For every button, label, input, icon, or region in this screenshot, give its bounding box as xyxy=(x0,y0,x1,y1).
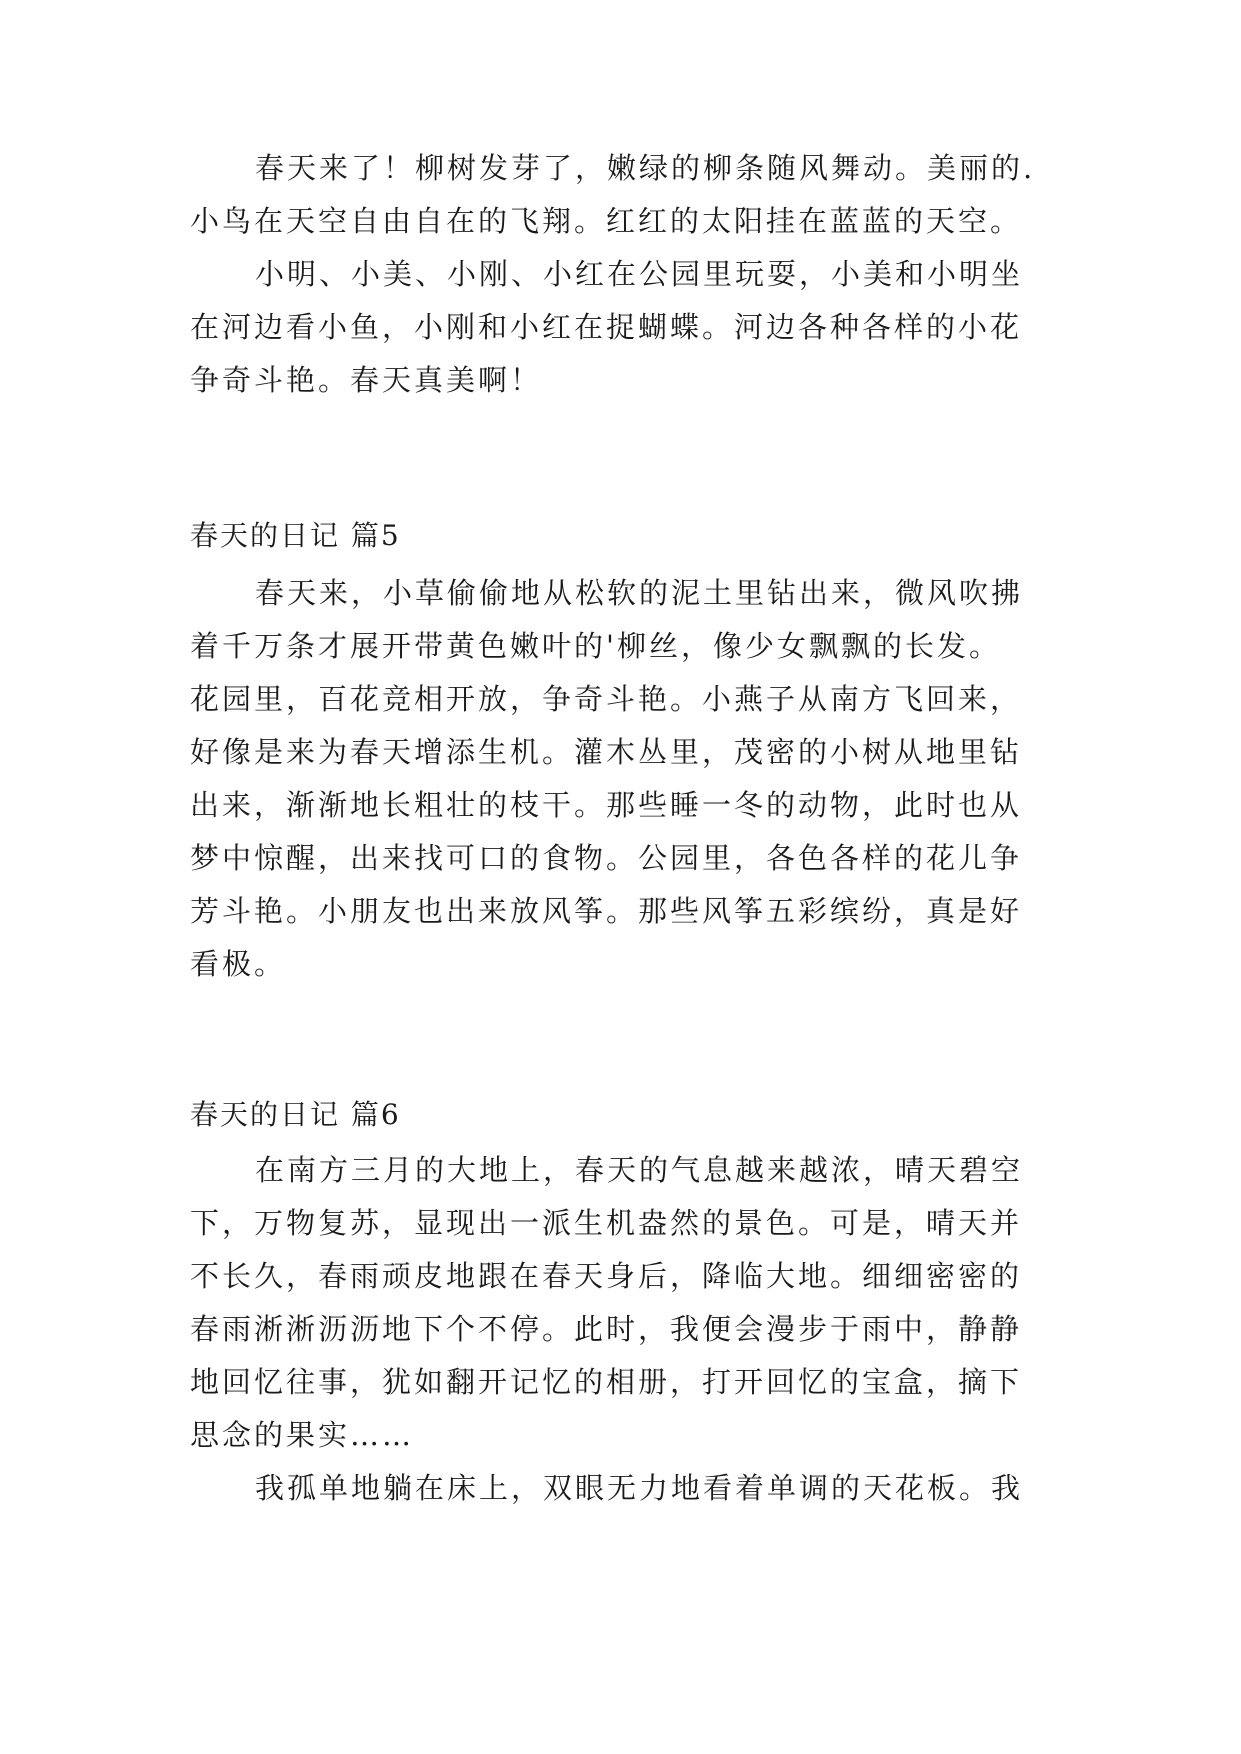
section6-line-6: 思念的果实…… xyxy=(190,1418,415,1452)
section5-line-4: 好像是来为春天增添生机。灌木丛里，茂密的小树从地里钻 xyxy=(190,735,1023,769)
section6-line-5: 地回忆往事，犹如翻开记忆的相册，打开回忆的宝盒，摘下 xyxy=(190,1365,1023,1399)
section6-line-3: 不长久，春雨顽皮地跟在春天身后，降临大地。细细密密的 xyxy=(190,1259,1023,1293)
intro-line-4: 在河边看小鱼，小刚和小红在捉蝴蝶。河边各种各样的小花 xyxy=(190,310,1023,344)
section5-line-1: 春天来，小草偷偷地从松软的泥土里钻出来，微风吹拂 xyxy=(255,576,1024,610)
section6-line-7: 我孤单地躺在床上，双眼无力地看着单调的天花板。我 xyxy=(255,1471,1024,1505)
section5-line-5: 出来，渐渐地长粗壮的枝干。那些睡一冬的动物，此时也从 xyxy=(190,788,1023,822)
section5-line-7: 芳斗艳。小朋友也出来放风筝。那些风筝五彩缤纷，真是好 xyxy=(190,894,1023,928)
section5-line-2: 着千万条才展开带黄色嫩叶的'柳丝，像少女飘飘的长发。 xyxy=(190,629,1001,663)
section5-line-3: 花园里，百花竞相开放，争奇斗艳。小燕子从南方飞回来， xyxy=(190,682,1023,716)
intro-line-1: 春天来了！柳树发芽了，嫩绿的柳条随风舞动。美丽的. xyxy=(255,151,1036,185)
intro-line-2: 小鸟在天空自由自在的飞翔。红红的太阳挂在蓝蓝的天空。 xyxy=(190,204,1023,238)
section5-line-8: 看极。 xyxy=(190,947,287,981)
section6-line-2: 下，万物复苏，显现出一派生机盎然的景色。可是，晴天并 xyxy=(190,1206,1023,1240)
section5-heading: 春天的日记 篇5 xyxy=(190,519,401,552)
intro-line-5: 争奇斗艳。春天真美啊！ xyxy=(190,363,543,397)
section6-heading: 春天的日记 篇6 xyxy=(190,1098,401,1131)
section6-line-1: 在南方三月的大地上，春天的气息越来越浓，晴天碧空 xyxy=(255,1153,1024,1187)
section5-line-6: 梦中惊醒，出来找可口的食物。公园里，各色各样的花儿争 xyxy=(190,841,1023,875)
intro-line-3: 小明、小美、小刚、小红在公园里玩耍，小美和小明坐 xyxy=(255,257,1024,291)
section6-line-4: 春雨淅淅沥沥地下个不停。此时，我便会漫步于雨中，静静 xyxy=(190,1312,1023,1346)
